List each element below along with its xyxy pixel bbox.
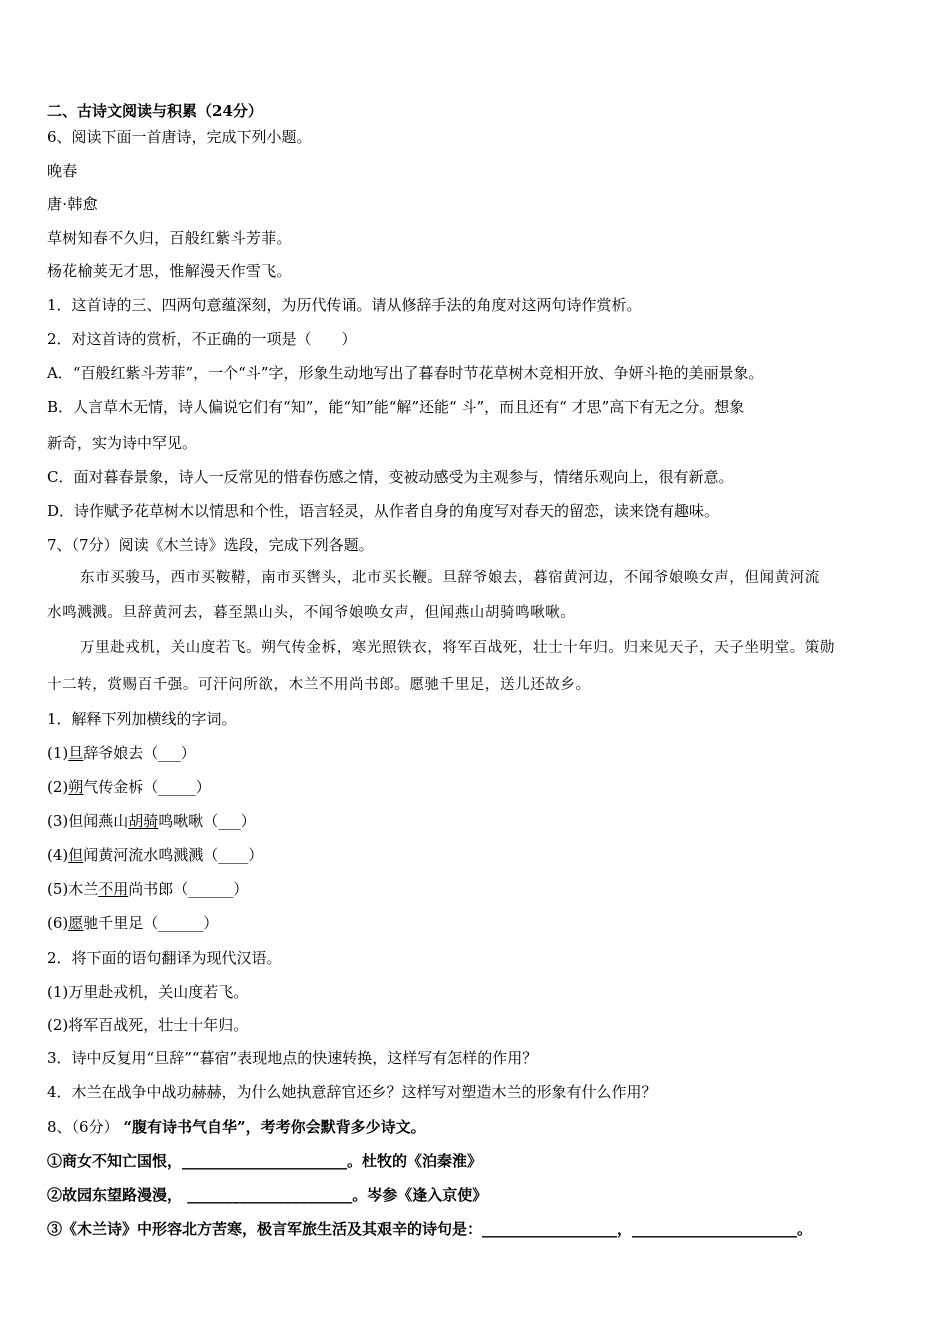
underlined-word: 朔 (68, 778, 84, 796)
word-item-rest: 气传金柝（_____） (83, 778, 211, 796)
word-item (47, 845, 263, 865)
q6-prompt: 6、阅读下面一首唐诗，完成下列小题。 (47, 128, 312, 146)
underlined-word: 愿 (68, 914, 84, 932)
underlined-word: 不用 (98, 880, 129, 898)
poem-author: 唐·韩愈 (47, 195, 98, 213)
q6-option-b: B．人言草木无情，诗人偏说它们有“知”，能“知”能“解”还能“ 斗”，而且还有“ 才思”高下有无之分。想象 (47, 398, 745, 416)
word-item-rest: 驰千里足（______） (83, 914, 219, 932)
q8-prompt-text: “腹有诗书气自华”，考考你会默背多少诗文。 (123, 1118, 426, 1136)
word-item (47, 879, 248, 899)
word-item-prefix: (6) (47, 914, 69, 932)
word-item (47, 913, 218, 933)
passage-paragraph: 东市买骏马，西市买鞍鞯，南市买辔头，北市买长鞭。旦辞爷娘去，暮宿黄河边，不闻爷娘唤女声，但闻黄河流 (80, 570, 820, 586)
poem-line: 杨花榆荚无才思，惟解漫天作雪飞。 (47, 262, 292, 280)
recite-item: ②故园东望路漫漫， ______________________。岑参《逢入京使》 (47, 1186, 488, 1204)
section-title: 二、古诗文阅读与积累（24分） (47, 102, 263, 120)
q6-sub1: 1．这首诗的三、四两句意蕴深刻，为历代传诵。请从修辞手法的角度对这两句诗作赏析。 (47, 296, 642, 314)
q8-prompt-number: 8、（6分） (47, 1118, 119, 1136)
q7-sub1: 1．解释下列加横线的字词。 (47, 710, 237, 728)
passage-paragraph: 万里赴戎机，关山度若飞。朔气传金柝，寒光照铁衣，将军百战死，壮士十年归。归来见天子，天子坐明堂。策勋 (80, 640, 835, 656)
word-item-prefix: (1) (47, 744, 69, 762)
word-item-prefix: (2) (47, 778, 69, 796)
underlined-word: 胡骑 (128, 812, 159, 830)
q7-sub3: 3．诗中反复用“旦辞”“暮宿”表现地点的快速转换，这样写有怎样的作用？ (47, 1049, 538, 1067)
word-item (47, 811, 256, 831)
q6-option-d: D．诗作赋予花草树木以情思和个性，语言轻灵，从作者自身的角度写对春天的留恋，读来饶有趣味。 (47, 502, 720, 520)
q7-sub2: 2．将下面的语句翻译为现代汉语。 (47, 949, 282, 967)
word-item-rest: 闻黄河流水鸣溅溅（____） (83, 846, 264, 864)
passage-paragraph-cont: 十二转，赏赐百千强。可汗问所欲，木兰不用尚书郎。愿驰千里足，送儿还故乡。 (47, 677, 591, 693)
recite-item: ①商女不知亡国恨，______________________。杜牧的《泊秦淮》 (47, 1152, 483, 1170)
poem-line: 草树知春不久归，百般红紫斗芳菲。 (47, 229, 292, 247)
translate-item: (1)万里赴戎机，关山度若飞。 (47, 983, 249, 1001)
passage-paragraph-cont: 水鸣溅溅。旦辞黄河去，暮至黑山头，不闻爷娘唤女声，但闻燕山胡骑鸣啾啾。 (47, 605, 576, 621)
q7-sub4: 4．木兰在战争中战功赫赫，为什么她执意辞官还乡？这样写对塑造木兰的形象有什么作用？ (47, 1083, 657, 1101)
q6-sub2: 2．对这首诗的赏析，不正确的一项是（ ） (47, 330, 357, 348)
poem-title: 晚春 (47, 162, 78, 180)
word-item-prefix: (4) (47, 846, 69, 864)
underlined-word: 但 (68, 846, 84, 864)
recite-item: ③《木兰诗》中形容北方苦寒，极言军旅生活及其艰辛的诗句是：__________________，______________________。 (47, 1220, 813, 1238)
word-item (47, 777, 211, 797)
word-item-rest: 尚书郎（______） (128, 880, 249, 898)
word-item-rest: 鸣啾啾（___） (158, 812, 256, 830)
underlined-word: 旦 (68, 744, 84, 762)
q7-prompt: 7、（7分）阅读《木兰诗》选段，完成下列各题。 (47, 536, 374, 554)
q6-option-c: C．面对暮春景象，诗人一反常见的惜春伤感之情，变被动感受为主观参与，情绪乐观向上，很有新意。 (47, 468, 734, 486)
q6-option-a: A．“百般红紫斗芳菲”，一个“斗”字，形象生动地写出了暮春时节花草树木竞相开放、争妍斗艳的美丽景象。 (47, 364, 764, 382)
q8-prompt (47, 1117, 426, 1137)
translate-item: (2)将军百战死，壮士十年归。 (47, 1016, 249, 1034)
word-item-rest: 辞爷娘去（___） (83, 744, 196, 762)
q6-option-b-cont: 新奇，实为诗中罕见。 (47, 434, 198, 452)
word-item (47, 743, 196, 763)
word-item-prefix: (3)但闻燕山 (47, 812, 129, 830)
word-item-prefix: (5)木兰 (47, 880, 99, 898)
